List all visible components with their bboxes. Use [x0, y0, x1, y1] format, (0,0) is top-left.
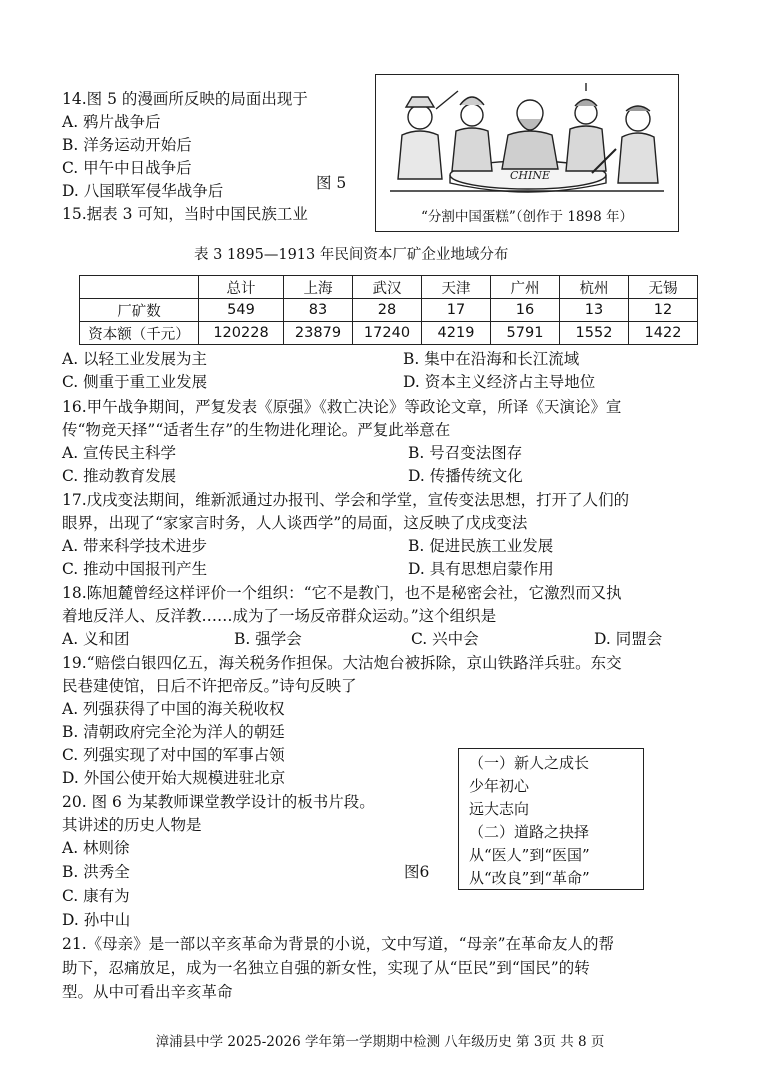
- q14-option-d: D. 八国联军侵华战争后: [62, 182, 224, 200]
- table-cell: 83: [284, 299, 353, 322]
- q15-stem: 15.据表 3 可知，当时中国民族工业: [62, 205, 308, 223]
- board-line: 少年初心: [469, 777, 530, 795]
- table3-title: 表 3 1895—1913 年民间资本厂矿企业地域分布: [194, 247, 509, 263]
- q14-option-c: C. 甲午中日战争后: [62, 159, 192, 177]
- table-cell: 资本额（千元）: [80, 322, 199, 345]
- table-header-cell: 广州: [491, 276, 560, 299]
- table-cell: 17: [422, 299, 491, 322]
- q19-option-b: B. 清朝政府完全沦为洋人的朝廷: [62, 723, 285, 741]
- q20-option-c: C. 康有为: [62, 887, 130, 905]
- q15-option-d: D. 资本主义经济占主导地位: [403, 373, 596, 391]
- q20-option-b: B. 洪秀全: [62, 863, 130, 881]
- q16-stem-line2: 传“物竞天择”“适者生存”的生物进化理论。严复此举意在: [62, 421, 451, 439]
- q15-option-a: A. 以轻工业发展为主: [62, 350, 208, 368]
- q16-stem-line1: 16.甲午战争期间，严复发表《原强》《救亡决论》等政论文章，所译《天演论》宣: [62, 398, 622, 416]
- board-line: （二）道路之抉择: [469, 823, 590, 841]
- q15-option-c: C. 侧重于重工业发展: [62, 373, 208, 391]
- q20-stem-line1: 20. 图 6 为某教师课堂教学设计的板书片段。: [62, 793, 375, 811]
- table-cell: 12: [629, 299, 698, 322]
- q14-option-a: A. 鸦片战争后: [62, 113, 161, 131]
- table-cell: 28: [353, 299, 422, 322]
- q19-stem-line1: 19.“赔偿白银四亿五，海关税务作担保。大沽炮台被拆除，京山铁路洋兵驻。东交: [62, 654, 622, 672]
- figure6-label: 图6: [404, 863, 430, 881]
- q18-option-d: D. 同盟会: [594, 630, 663, 648]
- table-row: [80, 299, 698, 322]
- table-header-cell: 杭州: [560, 276, 629, 299]
- q19-stem-line2: 民巷建使馆，日后不许把帝反。”诗句反映了: [62, 677, 357, 695]
- q16-option-d: D. 传播传统文化: [408, 467, 523, 485]
- q14-option-b: B. 洋务运动开始后: [62, 136, 192, 154]
- q18-option-c: C. 兴中会: [411, 630, 479, 648]
- q14-stem: 14.图 5 的漫画所反映的局面出现于: [62, 90, 308, 108]
- table-cell: 1552: [560, 322, 629, 345]
- table-header-cell: [80, 276, 199, 299]
- table-cell: 厂矿数: [80, 299, 199, 322]
- table-row: [80, 322, 698, 345]
- q19-option-d: D. 外国公使开始大规模进驻北京: [62, 769, 286, 787]
- q16-option-b: B. 号召变法图存: [408, 444, 523, 462]
- table-cell: 549: [199, 299, 284, 322]
- q15-option-b: B. 集中在沿海和长江流域: [403, 350, 580, 368]
- board-line: 远大志向: [469, 800, 530, 818]
- table-header-cell: 总计: [199, 276, 284, 299]
- q18-option-b: B. 强学会: [234, 630, 302, 648]
- table3: [79, 275, 698, 345]
- table-header-cell: 武汉: [353, 276, 422, 299]
- q18-stem-line1: 18.陈旭麓曾经这样评价一个组织：“它不是教门，也不是秘密会社，它激烈而又执: [62, 584, 622, 602]
- table-header-cell: 上海: [284, 276, 353, 299]
- q17-stem-line2: 眼界，出现了“家家言时务，人人谈西学”的局面，这反映了戊戌变法: [62, 514, 528, 532]
- q20-stem-line2: 其讲述的历史人物是: [62, 816, 202, 834]
- table-cell: 5791: [491, 322, 560, 345]
- table-header-cell: 无锡: [629, 276, 698, 299]
- q18-stem-line2: 着地反洋人、反洋教……成为了一场反帝群众运动。”这个组织是: [62, 607, 497, 625]
- q16-option-a: A. 宣传民主科学: [62, 444, 177, 462]
- table-header-cell: 天津: [422, 276, 491, 299]
- cartoon-illustration: [380, 79, 674, 203]
- q20-option-a: A. 林则徐: [62, 839, 130, 857]
- q17-option-d: D. 具有思想启蒙作用: [408, 560, 554, 578]
- q21-stem-line2: 助下，忍痛放足，成为一名独立自强的新女性，实现了从“臣民”到“国民”的转: [62, 959, 590, 977]
- table-cell: 23879: [284, 322, 353, 345]
- page-footer: 漳浦县中学 2025-2026 学年第一学期期中检测 八年级历史 第 3页 共 8 页: [155, 1034, 605, 1050]
- figure6-board: [458, 748, 644, 890]
- q17-option-b: B. 促进民族工业发展: [408, 537, 554, 555]
- q17-stem-line1: 17.戊戌变法期间，维新派通过办报刊、学会和学堂，宣传变法思想，打开了人们的: [62, 491, 630, 509]
- table-header-row: [80, 276, 698, 299]
- q18-option-a: A. 义和团: [62, 630, 130, 648]
- q21-stem-line1: 21.《母亲》是一部以辛亥革命为背景的小说，文中写道，“母亲”在革命友人的帮: [62, 935, 615, 953]
- board-line: 从“医人”到“医国”: [469, 846, 590, 864]
- q20-option-d: D. 孙中山: [62, 911, 131, 929]
- board-line: 从“改良”到“革命”: [469, 869, 590, 887]
- q16-option-c: C. 推动教育发展: [62, 467, 177, 485]
- table-cell: 13: [560, 299, 629, 322]
- q21-stem-line3: 型。从中可看出辛亥革命: [62, 983, 233, 1001]
- cake-label: CHINE: [509, 169, 551, 182]
- figure5-cartoon: [375, 74, 679, 232]
- table-cell: 17240: [353, 322, 422, 345]
- table-cell: 120228: [199, 322, 284, 345]
- q19-option-c: C. 列强实现了对中国的军事占领: [62, 746, 285, 764]
- figure5-caption: “分割中国蛋糕”（创作于 1898 年）: [421, 209, 633, 225]
- q19-option-a: A. 列强获得了中国的海关税收权: [62, 700, 285, 718]
- q17-option-c: C. 推动中国报刊产生: [62, 560, 208, 578]
- table-cell: 1422: [629, 322, 698, 345]
- table-cell: 4219: [422, 322, 491, 345]
- figure5-label: 图 5: [316, 174, 347, 192]
- board-line: （一）新人之成长: [469, 754, 590, 772]
- q17-option-a: A. 带来科学技术进步: [62, 537, 208, 555]
- table-cell: 16: [491, 299, 560, 322]
